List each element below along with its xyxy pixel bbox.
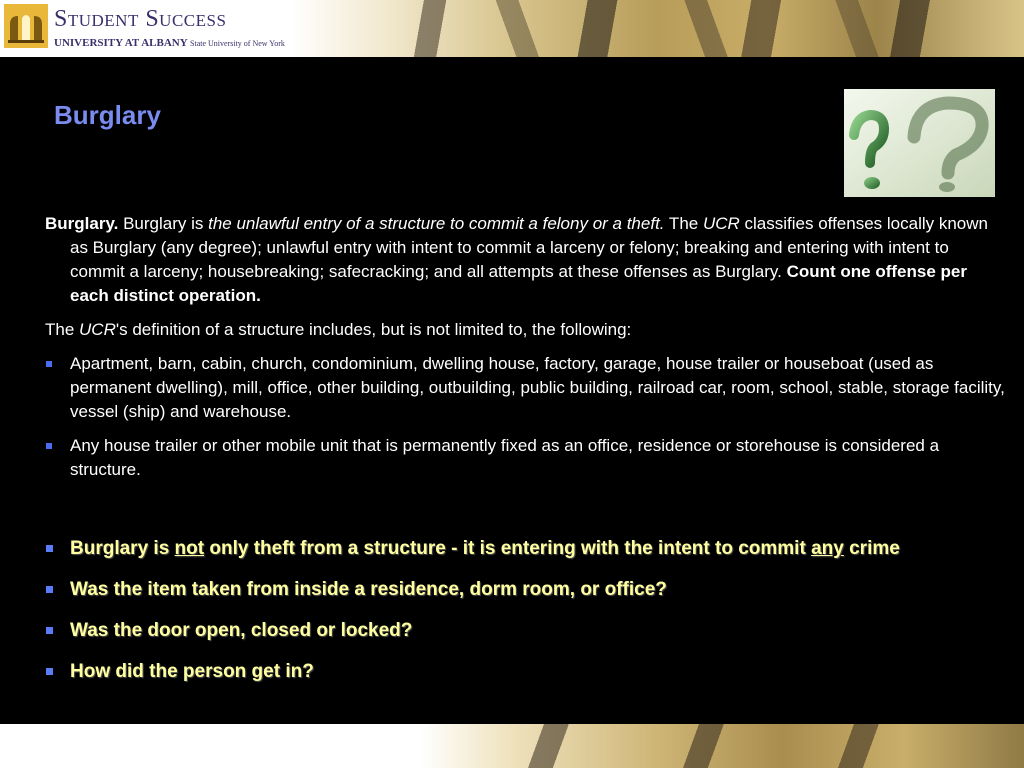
key-point: [45, 536, 1005, 562]
bullet-icon: [46, 627, 53, 634]
list-item-text: Apartment, barn, cabin, church, condominium, dwelling house, factory, garage, house trailer or houseboat (used as permanent dwelling), mill, office, other building, outbuilding, public building, railroad car, room, school, stable, storage facility, vessel (ship) and warehouse.: [70, 354, 1005, 421]
logo-sub-small: State University of New York: [190, 39, 285, 48]
bullet-icon: [46, 361, 52, 367]
university-logo: [4, 2, 296, 52]
definition-text-3: classifies offenses locally known as Burglary (any degree); unlawful entry with intent to commit a larceny or felony; breaking and entering with intent to commit a larceny; housebreaking; safecracking; and all attempts at these offenses as Burglary.: [70, 214, 988, 281]
definition-count-rule: Count one offense per each distinct operation.: [70, 262, 967, 305]
key-point-3: Was the door open, closed or locked?: [70, 620, 413, 641]
key-point-1-not: not: [174, 538, 205, 559]
bullet-icon: [46, 668, 53, 675]
key-point: [45, 659, 1005, 685]
key-point-4: How did the person get in?: [70, 661, 314, 682]
structure-intro-1: The: [45, 320, 80, 339]
slide-title: Burglary: [54, 100, 161, 130]
key-point: [45, 577, 1005, 603]
key-point-1e: crime: [843, 538, 900, 559]
list-item-text: Any house trailer or other mobile unit that is permanently fixed as an office, residence or storehouse is considered a structure.: [70, 436, 940, 479]
burglary-definition: [45, 212, 1005, 308]
header-decorative-art: [290, 0, 1024, 57]
structure-intro-2: 's definition of a structure includes, but is not limited to, the following:: [115, 320, 632, 339]
definition-text-1: Burglary is: [118, 214, 209, 233]
slide-body: [45, 212, 1005, 492]
definition-lead: Burglary.: [45, 214, 119, 233]
key-points-list: [45, 536, 1005, 700]
key-point-1c: only theft from a structure - it is entering with the intent to commit: [204, 538, 812, 559]
key-point-1a: Burglary is: [70, 538, 175, 559]
bullet-icon: [46, 545, 53, 552]
list-item: [45, 434, 1005, 482]
logo-title: Student Success: [54, 6, 227, 32]
question-mark-image: [844, 89, 995, 197]
university-seal-icon: [4, 4, 48, 48]
definition-italic-1: the unlawful entry of a structure to commit a felony or a theft.: [208, 214, 665, 233]
key-point-2: Was the item taken from inside a residence, dorm room, or office?: [70, 579, 667, 600]
header-banner: [0, 0, 1024, 57]
footer-banner: [0, 724, 1024, 768]
structure-intro: [45, 318, 1005, 342]
footer-decorative-art: [420, 724, 1024, 768]
key-point: [45, 618, 1005, 644]
bullet-icon: [46, 586, 53, 593]
definition-ucr: UCR: [702, 214, 740, 233]
structure-list: [45, 352, 1005, 482]
key-point-1-any: any: [811, 538, 844, 559]
list-item: [45, 352, 1005, 424]
structure-intro-ucr: UCR: [79, 320, 116, 339]
bullet-icon: [46, 443, 52, 449]
logo-subtitle: [54, 37, 285, 49]
logo-sub-main: UNIVERSITY AT ALBANY: [54, 37, 188, 49]
definition-text-2: The: [664, 214, 703, 233]
